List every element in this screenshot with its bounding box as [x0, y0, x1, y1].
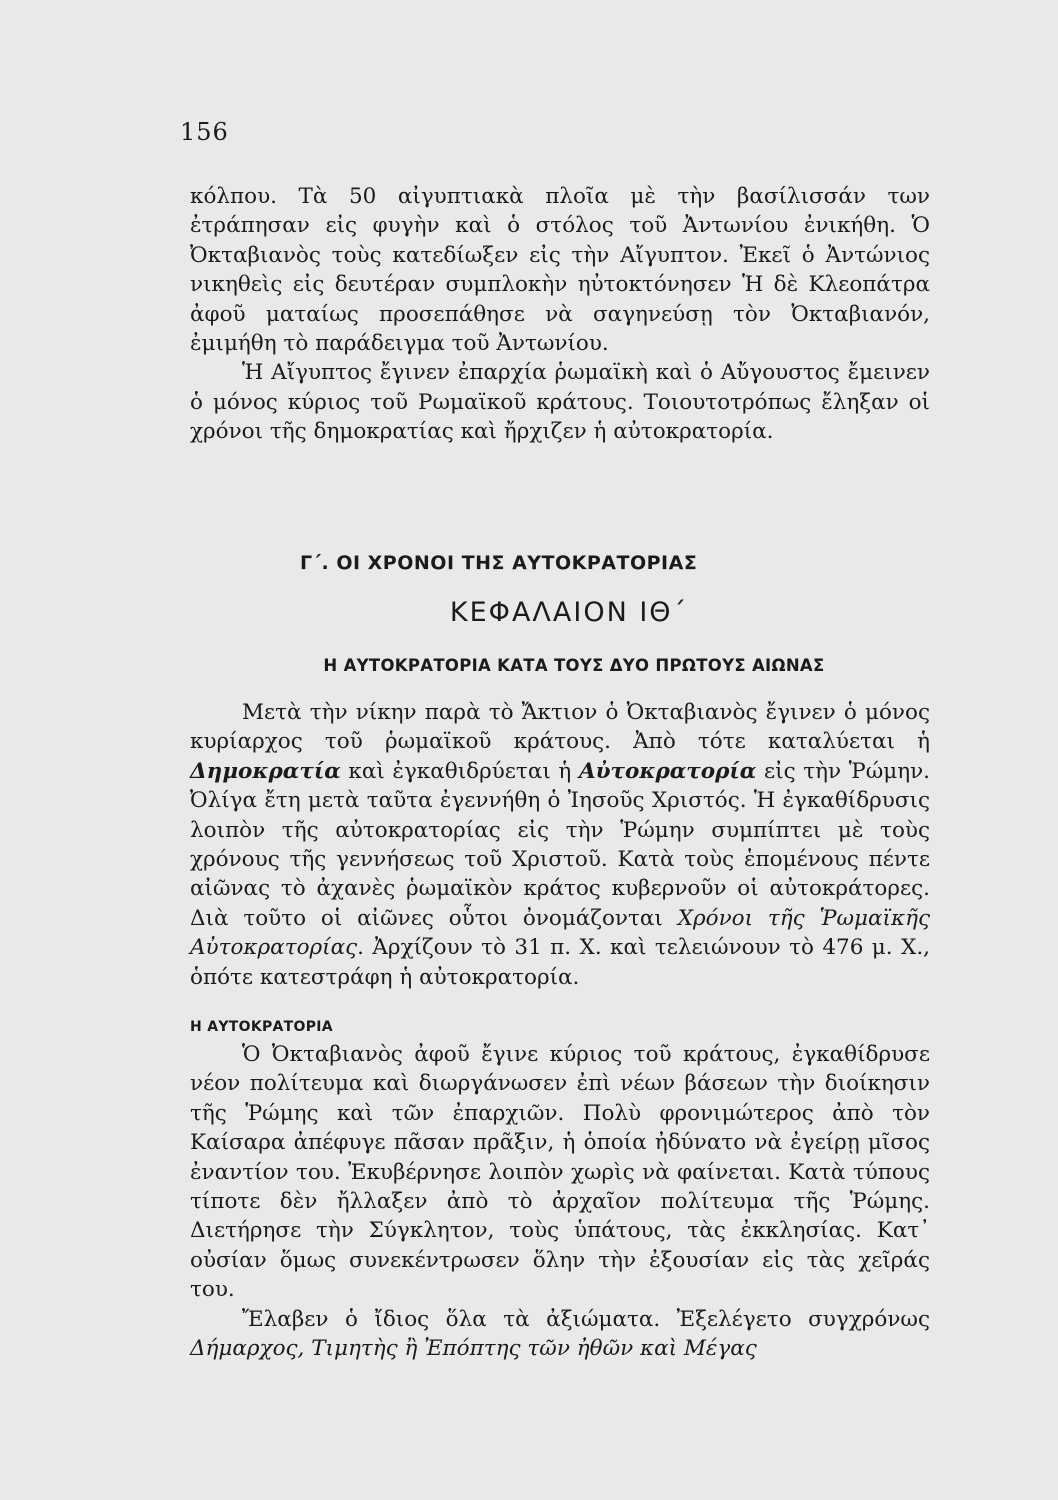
paragraph [190, 698, 930, 992]
part-heading: Γ΄. ΟΙ ΧΡΟΝΟΙ ΤΗΣ ΑΥΤΟΚΡΑΤΟΡΙΑΣ [300, 552, 698, 574]
chapter-title: ΚΕΦΑΛΑΙΟΝ ΙΘ΄ [449, 597, 689, 628]
text-run: εἰς τὴν Ῥώμην. Ὀλίγα ἔτη μετὰ ταῦτα ἐγεννήθη ὁ Ἰησοῦς Χριστός. Ἡ ἐγκαθίδρυσις λοιπὸν τῆς αὐτοκρατορίας εἰς τὴν Ῥώμην συμπίπτει μὲ τοὺς χρόνους τῆς γεννήσεως τοῦ Χριστοῦ. Κατὰ τοὺς ἑπομένους πέντε αἰῶνας τὸ ἀχανὲς ῥωμαϊκὸν κράτος κυβερνοῦν οἱ αὐτοκράτορες. Διὰ τοῦτο οἱ αἰῶνες οὗτοι ὀνομάζονται [190, 758, 930, 931]
page-number: 156 [180, 118, 229, 146]
emphasis-empire: Αὐτοκρατορία [578, 758, 757, 784]
italic-term: Χρόνοι τῆς Ῥωμαϊκῆς Αὐτοκρατορίας [190, 905, 931, 961]
paragraph: κόλπου. Τὰ 50 αἰγυπτιακὰ πλοῖα μὲ τὴν βασίλισσάν των ἐτράπησαν εἰς φυγὴν καὶ ὁ στόλος τοῦ Ἀντωνίου ἐνικήθη. Ὁ Ὀκταβιανὸς τοὺς κατεδίωξεν εἰς τὴν Αἴγυπτον. Ἐκεῖ ὁ Ἀντώνιος νικηθεὶς εἰς δευτέραν συμπλοκὴν ηὐτοκτόνησεν Ἡ δὲ Κλεοπάτρα ἀφοῦ ματαίως προσεπάθησε νὰ σαγηνεύσῃ τὸν Ὀκταβιανόν, ἐμιμήθη τὸ παράδειγμα τοῦ Ἀντωνίου. [190, 184, 930, 357]
intro-text-block [190, 182, 930, 447]
text-run: Μετὰ τὴν νίκην παρὰ τὸ Ἄκτιον ὁ Ὀκταβιανὸς ἔγινεν ὁ μόνος κυρίαρχος τοῦ ῥωμαϊκοῦ κράτους. Ἀπὸ τότε καταλύεται ἡ [190, 700, 930, 755]
text-run: καὶ ἐγκαθιδρύεται ἡ [340, 758, 579, 784]
chapter-subtitle: Η ΑΥΤΟΚΡΑΤΟΡΙΑ ΚΑΤΑ ΤΟΥΣ ΔΥΟ ΠΡΩΤΟΥΣ ΑΙΩΝΑΣ [323, 656, 825, 675]
chapter-text-block [190, 698, 930, 992]
emphasis-democracy: Δημοκρατία [190, 758, 341, 784]
section-text-block [190, 1040, 930, 1363]
text-run: . Ἀρχίζουν τὸ 31 π. Χ. καὶ τελειώνουν τὸ 476 μ. Χ., ὁπότε κατεστράφη ἡ αὐτοκρατορία. [190, 935, 930, 990]
paragraph: Ὁ Ὀκταβιανὸς ἀφοῦ ἔγινε κύριος τοῦ κράτους, ἐγκαθίδρυσε νέον πολίτευμα καὶ διωργάνωσεν ἐπὶ νέων βάσεων τὴν διοίκησιν τῆς Ῥώμης καὶ τῶν ἐπαρχιῶν. Πολὺ φρονιμώτερος ἀπὸ τὸν Καίσαρα ἀπέφυγε πᾶσαν πρᾶξιν, ἡ ὁποία ἠδύνατο νὰ ἐγείρῃ μῖσος ἐναντίον του. Ἐκυβέρνησε λοιπὸν χωρὶς νὰ φαίνεται. Κατὰ τύπους τίποτε δὲν ἤλλαξεν ἀπὸ τὸ ἀρχαῖον πολίτευμα τῆς Ῥώμης. Διετήρησε τὴν Σύγκλητον, τοὺς ὑπάτους, τὰς ἐκκλησίας. Κατ᾽ οὐσίαν ὅμως συνεκέντρωσεν ὅλην τὴν ἐξουσίαν εἰς τὰς χεῖράς του. [190, 1042, 930, 1303]
text-run: Ἔλαβεν ὁ ἴδιος ὅλα τὰ ἀξιώματα. Ἐξελέγετο συγχρόνως [242, 1306, 930, 1332]
italic-titles: Δήμαρχος, Τιμητὴς ἢ Ἐπόπτης τῶν ἠθῶν καὶ Μέγας [190, 1336, 757, 1362]
paragraph: Ἡ Αἴγυπτος ἔγινεν ἐπαρχία ῥωμαϊκὴ καὶ ὁ Αὔγουστος ἔμεινεν ὁ μόνος κύριος τοῦ Ρωμαϊκοῦ κράτους. Τοιουτοτρόπως ἔληξαν οἱ χρόνοι τῆς δημοκρατίας καὶ ἤρχιζεν ἡ αὐτοκρατορία. [190, 360, 930, 445]
paragraph [190, 1305, 930, 1364]
section-heading: Η ΑΥΤΟΚΡΑΤΟΡΙΑ [190, 1019, 333, 1035]
